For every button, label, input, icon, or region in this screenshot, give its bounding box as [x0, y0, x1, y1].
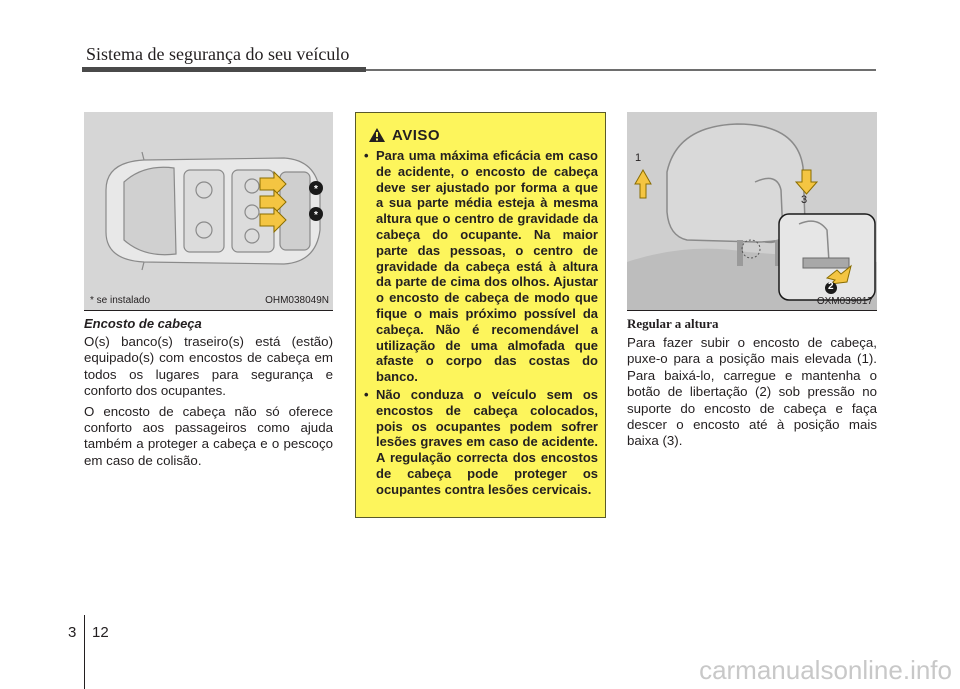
car-top-view-figure	[84, 112, 333, 310]
car-illustration	[84, 112, 333, 310]
figure-code: OHM038049N	[265, 295, 329, 306]
footer-rule	[84, 615, 85, 689]
warning-list	[364, 148, 598, 500]
section-heading: Encosto de cabeça	[84, 316, 202, 331]
warning-item	[364, 387, 598, 498]
bullet: •	[364, 148, 369, 163]
section-heading: Regular a altura	[627, 316, 719, 331]
paragraph: Para fazer subir o encosto de cabeça, puxe-o para a posição mais elevada (1). Para baixá-lo, carregue e mantenha o botão de libertação (2) sob pressão no suporte do encosto de cabeça e faça descer o encosto até à posição mais baixa (3).	[627, 335, 877, 449]
warning-box	[355, 112, 606, 518]
warning-item	[364, 148, 598, 385]
warning-header	[368, 123, 440, 147]
left-text-column	[84, 316, 333, 473]
bullet: •	[364, 386, 369, 402]
page-header-title: Sistema de segurança do seu veículo	[86, 44, 350, 64]
warning-item-text: Para uma máxima eficácia em caso de acidente, o encosto de cabeça deve ser ajustado por forma a que a sua parte média esteja à mesma altura que o centro de gravidade da cabeça do ocupante. Na maior parte das pessoas, o centro de gravidade da cabeça está à altura da parte de cima dos olhos. Ajustar o encosto de cabeça de modo que fique o mais próximo possível da cabeça. Não é recomendável a utilização de uma almofada que afaste o corpo das costas do banco.	[376, 148, 598, 385]
callout-1: 1	[635, 152, 642, 164]
warning-title: AVISO	[392, 126, 441, 144]
svg-text:*: *	[314, 184, 318, 195]
callout-3: 3	[801, 194, 808, 206]
svg-text:*: *	[314, 210, 318, 221]
figure-left-rule	[84, 310, 333, 311]
watermark: carmanualsonline.info	[699, 655, 952, 685]
figure-note: * se instalado	[90, 295, 151, 306]
right-text-column	[627, 316, 877, 454]
chapter-number: 3	[68, 624, 77, 641]
header-rule-light	[366, 69, 876, 71]
headrest-figure	[627, 112, 877, 310]
paragraph: O(s) banco(s) traseiro(s) está (estão) equipado(s) com encostos de cabeça em todos os lugares para segurança e conforto dos ocupantes.	[84, 334, 333, 399]
page-number: 12	[92, 624, 109, 641]
figure-right-rule	[627, 310, 877, 311]
paragraph: O encosto de cabeça não só oferece conforto aos passageiros como ajuda também a proteger a cabeça e o pescoço em caso de colisão.	[84, 403, 333, 468]
headrest-illustration	[627, 112, 877, 310]
warning-item-text: Não conduza o veículo sem os encostos de cabeça colocados, pois os ocupantes podem sofrer lesões graves em caso de acidente. A regulação correcta dos encostos de cabeça pode proteger os ocupantes contra lesões cervicais.	[376, 386, 598, 497]
figure-code: OXM039017	[816, 296, 873, 307]
warning-triangle-icon	[368, 127, 386, 143]
header-rule-dark	[82, 67, 366, 72]
callout-2: 2	[828, 281, 834, 292]
